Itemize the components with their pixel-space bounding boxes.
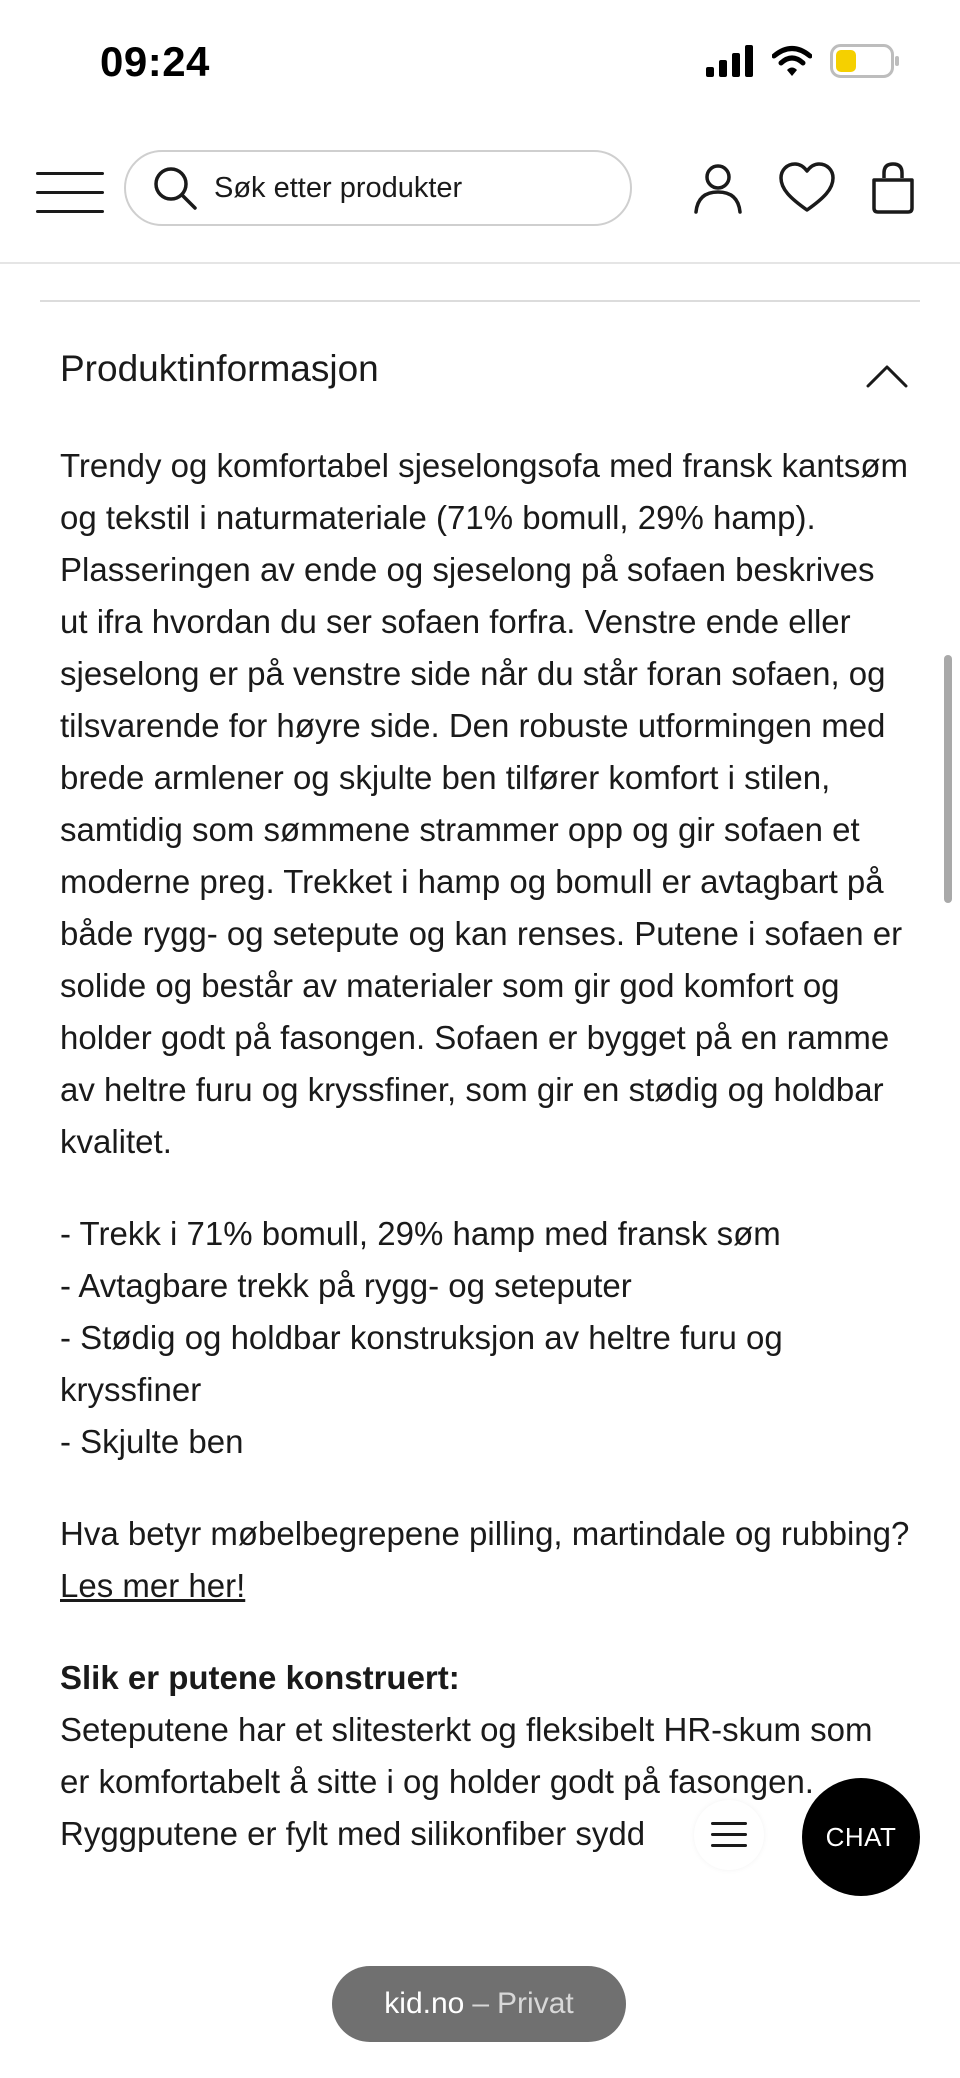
bag-icon[interactable] (870, 160, 916, 216)
search-placeholder: Søk etter produkter (214, 171, 463, 204)
url-domain: kid.no (384, 1987, 465, 2020)
description-text: Trendy og komfortabel sjeselongsofa med fransk kantsøm og tekstil i naturmateriale (71% bomull, 29% hamp). Plasseringen av ende og sjeselong på sofaen beskrives ut ifra hvordan du ser sofaen forfra. Venstre ende eller sjeselong er på venstre side når du står foran sofaen, og tilsvarende for høyre side. Den robuste utformingen med brede armlener og skjulte ben tilfører komfort i stilen, samtidig som sømmene strammer opp og gir sofaen et moderne preg. Trekket i hamp og bomull er avtagbart på både rygg- og setepute og kan renses. Putene i sofaen er solide og består av materialer som gir god komfort og holder godt på fasongen. Sofaen er bygget på en ramme av heltre furu og kryssfiner, som gir en stødig og holdbar kvalitet. (60, 447, 908, 1160)
read-more-link[interactable]: Les mer her! (60, 1567, 246, 1604)
menu-icon (711, 1820, 747, 1850)
bullet-item: - Stødig og holdbar konstruksjon av heltre furu og kryssfiner (60, 1319, 783, 1408)
terms-question-text: Hva betyr møbelbegrepene pilling, martindale og rubbing? (60, 1515, 910, 1552)
menu-icon-line (36, 172, 104, 175)
cellular-signal-icon (706, 45, 754, 77)
bullet-item: - Avtagbare trekk på rygg- og seteputer (60, 1267, 632, 1304)
browser-url-pill[interactable] (332, 1966, 626, 2042)
url-separator: – (472, 1987, 490, 2020)
scrollbar[interactable] (944, 655, 952, 903)
section-title[interactable]: Produktinformasjon (60, 348, 379, 389)
heart-icon[interactable] (778, 160, 836, 216)
site-header (0, 130, 960, 264)
menu-icon-line (36, 191, 104, 194)
battery-icon (830, 44, 900, 78)
product-description (60, 440, 910, 1860)
menu-button[interactable] (36, 168, 104, 218)
chevron-up-icon[interactable] (864, 352, 910, 398)
cushion-subheading: Slik er putene konstruert: (60, 1659, 460, 1696)
search-icon (150, 163, 200, 213)
bullet-item: - Trekk i 71% bomull, 29% hamp med fransk søm (60, 1215, 781, 1252)
menu-icon-line (36, 210, 104, 213)
content-fade (0, 1900, 960, 1940)
section-divider (40, 300, 920, 302)
wifi-icon (772, 45, 812, 77)
floating-menu-button[interactable] (694, 1800, 764, 1870)
account-icon[interactable] (690, 160, 746, 216)
status-time: 09:24 (100, 38, 210, 85)
chat-button[interactable]: CHAT (802, 1778, 920, 1896)
search-input[interactable] (124, 150, 632, 226)
cushion-text: Seteputene har et slitesterkt og fleksibelt HR-skum som er komfortabelt å sitte i og holder godt på fasongen. Ryggputene er fylt med silikonfiber sydd (60, 1711, 873, 1852)
status-icons (706, 44, 900, 78)
bullet-item: - Skjulte ben (60, 1423, 244, 1460)
terms-question (60, 1508, 910, 1612)
status-bar (0, 0, 960, 130)
browsing-mode: Privat (497, 1987, 574, 2020)
